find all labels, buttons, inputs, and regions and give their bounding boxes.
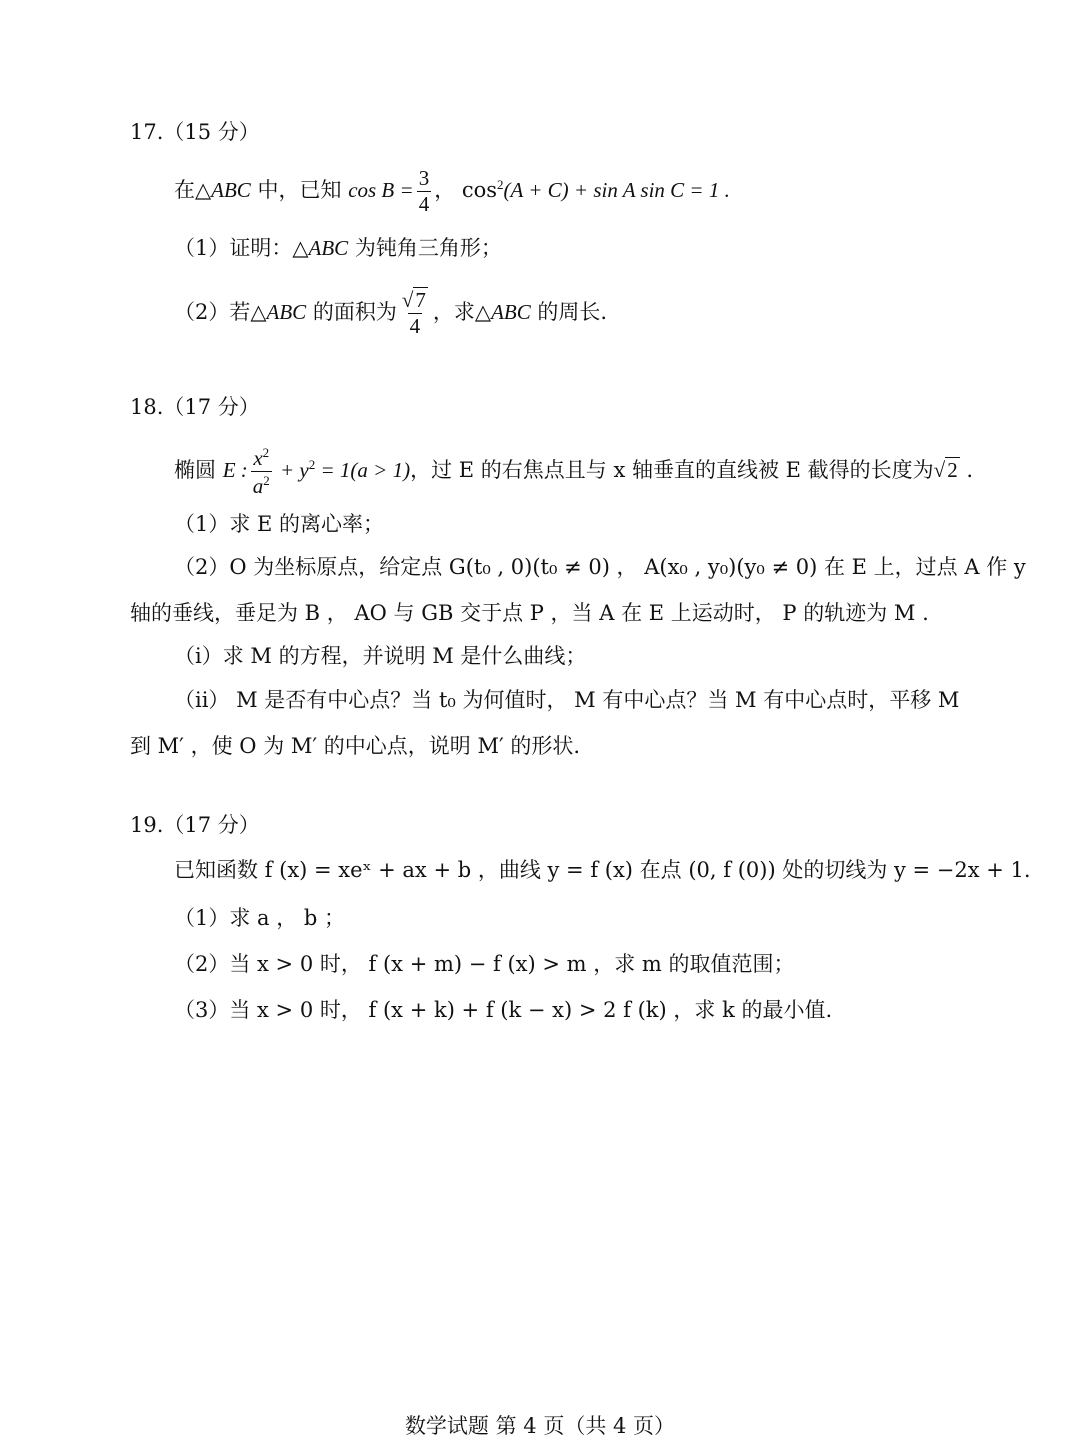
q18-stem: 椭圆 E : $\frac{x^2}{a^2}$ + $y^2 = 1(a > 1)$，过 E 的右焦点且与 x 轴垂直的直线被 E 截得的长度为√2 .: [174, 445, 974, 498]
q17-area-fraction: $\frac{√7}{4}$: [401, 288, 426, 338]
sqrt2: √2: [933, 458, 958, 482]
q17-part2: （2）若△ABC 的面积为 $\frac{√7}{4}$ ，求△ABC 的周长.: [174, 288, 608, 338]
page-footer: 数学试题 第 4 页（共 4 页）: [404, 1414, 676, 1438]
q18-part-ii-line1: （ii） M 是否有中心点？当 t₀ 为何值时， M 有中心点？当 M 有中心点时，平移 M: [174, 688, 960, 712]
q19-part3: （3）当 x > 0 时， f (x + k) + f (k − x) > 2 f (k) ，求 k 的最小值.: [174, 998, 833, 1022]
q19-part1: （1）求 a ， b ；: [174, 906, 346, 930]
q18-ellipse-fraction: $\frac{x^2}{a^2}$: [252, 445, 270, 498]
q17-part1: （1）证明：△ABC 为钝角三角形；: [174, 236, 502, 260]
q19-header: 19.（17 分）: [130, 813, 260, 837]
q17-fraction: $\frac{3}{4}$: [418, 166, 430, 216]
q19-stem: 已知函数 f (x) = xeˣ + ax + b ，曲线 y = f (x) 在点 (0, f (0)) 处的切线为 y = −2x + 1.: [174, 858, 1031, 882]
q18-part-ii-line2: 到 M′ ，使 O 为 M′ 的中心点，说明 M′ 的形状.: [130, 734, 581, 758]
q18-part2-line1: （2）O 为坐标原点，给定点 G(t₀ , 0)(t₀ ≠ 0) ， A(x₀ , y₀)(y₀ ≠ 0) 在 E 上，过点 A 作 y: [174, 555, 1026, 579]
q17-header: 17.（15 分）: [130, 120, 260, 144]
q18-header: 18.（17 分）: [130, 395, 260, 419]
q19-part2: （2）当 x > 0 时， f (x + m) − f (x) > m ，求 m 的取值范围；: [174, 952, 795, 976]
q18-part-i: （i）求 M 的方程，并说明 M 是什么曲线；: [174, 644, 587, 668]
q18-part2-line2: 轴的垂线，垂足为 B ， AO 与 GB 交于点 P ，当 A 在 E 上运动时， P 的轨迹为 M .: [130, 601, 929, 625]
q18-part1: （1）求 E 的离心率；: [174, 512, 385, 536]
q17-stem: 在△ABC 中，已知 cos B = $\frac{3}{4}$ ， $\cos^2(A + C) + \sin A$ sin C = 1 .: [174, 166, 730, 216]
